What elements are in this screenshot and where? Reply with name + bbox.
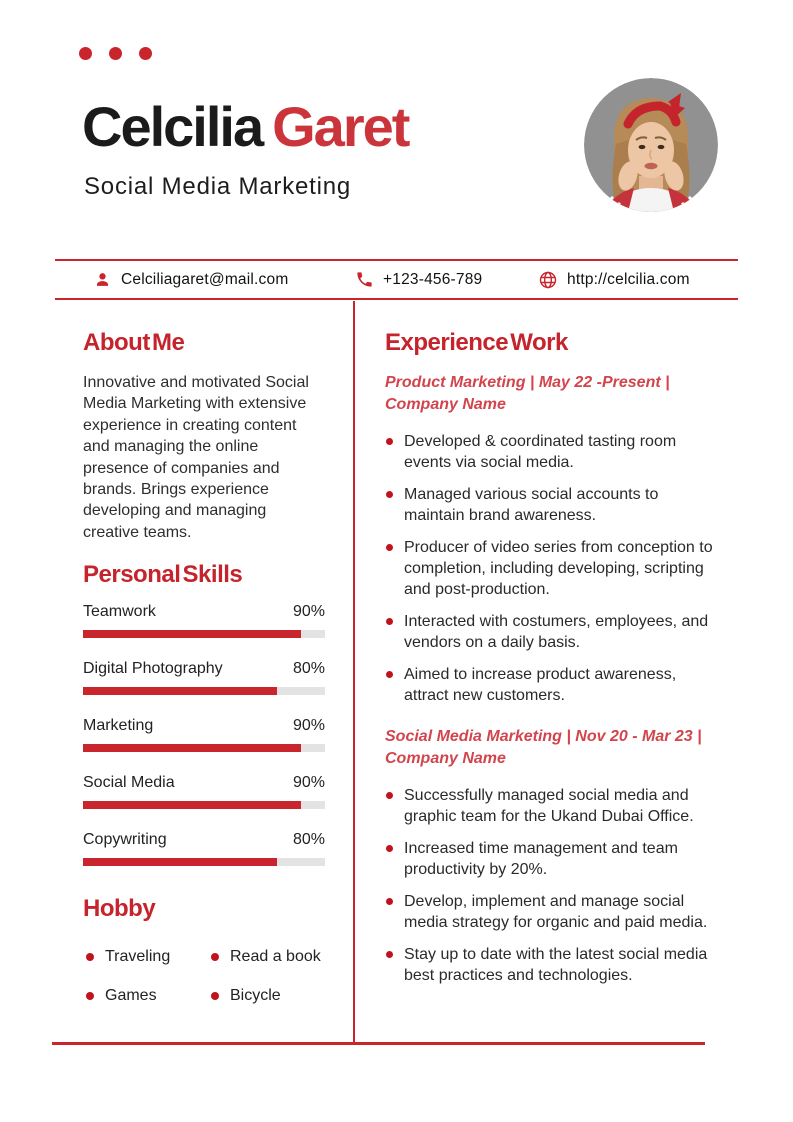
job-header xyxy=(385,726,718,770)
website-text[interactable]: http://celcilia.com xyxy=(567,270,690,288)
skill-bar-fill xyxy=(83,687,277,695)
bullet-icon xyxy=(211,953,219,961)
skill-bar-track xyxy=(83,744,325,752)
profile-photo-illustration xyxy=(584,78,718,212)
hobby-item xyxy=(211,987,336,1005)
job-title-subtitle: Social Media Marketing xyxy=(84,173,352,200)
last-name: Garet xyxy=(272,95,409,158)
skill-label: Teamwork xyxy=(83,603,156,620)
skill-row xyxy=(83,659,325,716)
bullet-icon xyxy=(211,992,219,1000)
contact-bar xyxy=(55,259,738,300)
job-bullet-item: Developed & coordinated tasting room events via social media. xyxy=(385,431,718,473)
job-header-line: Social Media Marketing | Nov 20 - Mar 23 | xyxy=(385,728,702,745)
job-header-line: Company Name xyxy=(385,396,506,413)
hobby-label: Traveling xyxy=(105,948,171,965)
phone-text[interactable]: +123-456-789 xyxy=(383,270,483,288)
about-me-body: Innovative and motivated Social Media Marketing with extensive experience in creating content and managing the online presence of companies and brands. Brings experience developing and managing creative teams. xyxy=(83,374,309,541)
job-bullet-item: Interacted with costumers, employees, and vendors on a daily basis. xyxy=(385,611,718,653)
bullet-icon xyxy=(86,953,94,961)
skill-label: Marketing xyxy=(83,717,154,734)
red-dot-icon xyxy=(139,47,152,60)
experience-work-title: Experience Work xyxy=(385,329,568,356)
job-bullet-item: Increased time management and team productivity by 20%. xyxy=(385,838,718,880)
skill-bar-fill xyxy=(83,801,301,809)
job-bullet-list xyxy=(385,431,718,706)
skill-row xyxy=(83,602,325,659)
skills-list xyxy=(83,602,325,887)
job-bullet-item: Stay up to date with the latest social media best practices and technologies. xyxy=(385,944,718,986)
hobby-label: Read a book xyxy=(230,948,321,965)
skill-percent: 90% xyxy=(292,717,325,734)
bullet-icon xyxy=(86,992,94,1000)
person-name xyxy=(82,94,408,160)
globe-icon xyxy=(538,270,558,290)
email-text[interactable]: Celciliagaret@mail.com xyxy=(121,270,289,288)
job-bullet-item: Successfully managed social media and graphic team for the Ukand Dubai Office. xyxy=(385,785,718,827)
skill-bar-track xyxy=(83,630,325,638)
skill-percent: 90% xyxy=(292,603,325,620)
job-bullet-item: Managed various social accounts to maintain brand awareness. xyxy=(385,484,718,526)
hobby-item xyxy=(86,948,211,966)
hobby-label: Bicycle xyxy=(230,987,281,1004)
job-header-line: Company Name xyxy=(385,750,506,767)
skill-row xyxy=(83,830,325,887)
bottom-rule xyxy=(52,1042,705,1045)
job-block xyxy=(385,372,718,706)
hobby-list xyxy=(86,948,336,1005)
hobby-label: Games xyxy=(105,987,157,1004)
column-divider xyxy=(353,301,355,1043)
red-dot-icon xyxy=(79,47,92,60)
hobby-item xyxy=(86,987,211,1005)
job-bullet-list xyxy=(385,785,718,986)
experience-content xyxy=(385,372,718,997)
first-name: Celcilia xyxy=(82,95,263,158)
phone-icon xyxy=(355,270,374,289)
hobby-title: Hobby xyxy=(83,895,156,922)
job-header xyxy=(385,372,718,416)
personal-skills-title: Personal Skills xyxy=(83,561,243,588)
skill-label: Copywriting xyxy=(83,831,167,848)
skill-bar-track xyxy=(83,687,325,695)
skill-bar-fill xyxy=(83,630,301,638)
skill-percent: 80% xyxy=(292,660,325,677)
three-dots-decoration xyxy=(79,47,152,60)
job-bullet-item: Develop, implement and manage social media strategy for organic and paid media. xyxy=(385,891,718,933)
contact-website xyxy=(538,261,690,298)
job-bullet-item: Aimed to increase product awareness, attract new customers. xyxy=(385,664,718,706)
contact-phone xyxy=(355,261,482,298)
job-bullet-item: Producer of video series from conception to completion, including developing, scripting and post-production. xyxy=(385,537,718,600)
skill-percent: 80% xyxy=(292,831,325,848)
red-dot-icon xyxy=(109,47,122,60)
skill-bar-track xyxy=(83,801,325,809)
skill-percent: 90% xyxy=(292,774,325,791)
person-icon xyxy=(93,270,112,289)
skill-label: Digital Photography xyxy=(83,660,223,677)
skill-bar-track xyxy=(83,858,325,866)
skill-bar-fill xyxy=(83,858,277,866)
skill-label: Social Media xyxy=(83,774,175,791)
job-block xyxy=(385,726,718,986)
about-me-title: About Me xyxy=(83,329,185,356)
skill-bar-fill xyxy=(83,744,301,752)
job-header-line: Product Marketing | May 22 -Present | xyxy=(385,374,670,391)
skill-row xyxy=(83,773,325,830)
profile-photo xyxy=(584,78,718,212)
skill-row xyxy=(83,716,325,773)
hobby-item xyxy=(211,948,336,966)
contact-email xyxy=(93,261,288,298)
